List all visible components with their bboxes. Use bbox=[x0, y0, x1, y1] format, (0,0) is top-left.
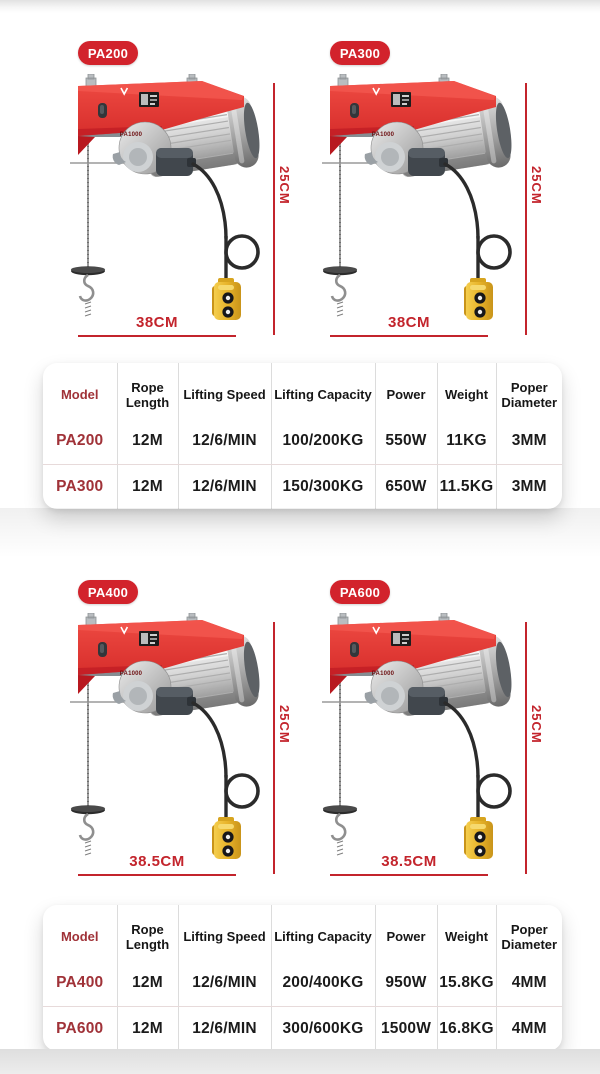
spec-table-pa200-pa300 bbox=[43, 363, 562, 509]
product-pa400 bbox=[24, 577, 292, 907]
hoist-plate-label: PA1000 bbox=[371, 671, 395, 677]
cell-weight: 15.8KG bbox=[437, 961, 496, 1006]
cell-lifting-capacity: 100/200KG bbox=[271, 419, 375, 464]
cell-power: 550W bbox=[375, 419, 437, 464]
product-pa600 bbox=[276, 577, 544, 907]
cell-power: 950W bbox=[375, 961, 437, 1006]
cell-rope-length: 12M bbox=[117, 419, 178, 464]
header-cell-power: Power bbox=[375, 905, 437, 961]
width-dimension-line bbox=[330, 874, 488, 876]
cell-lifting-speed: 12/6/MIN bbox=[178, 419, 271, 464]
bottom-background bbox=[0, 1049, 600, 1074]
cell-model: PA200 bbox=[43, 419, 117, 464]
hoist-plate-label: PA1000 bbox=[119, 671, 143, 677]
hoist-plate-label: PA1000 bbox=[371, 132, 395, 138]
height-dimension-label: 25CM bbox=[277, 705, 292, 744]
hoist-plate-label: PA1000 bbox=[119, 132, 143, 138]
cell-lifting-capacity: 200/400KG bbox=[271, 961, 375, 1006]
spec-table-pa400-pa600 bbox=[43, 905, 562, 1051]
model-badge: PA600 bbox=[330, 580, 390, 604]
table-header-row bbox=[43, 363, 562, 419]
width-dimension-line bbox=[330, 335, 488, 337]
width-dimension-label: 38CM bbox=[135, 314, 178, 331]
cell-model: PA400 bbox=[43, 961, 117, 1006]
cell-lifting-speed: 12/6/MIN bbox=[178, 464, 271, 509]
width-dimension-label: 38CM bbox=[387, 314, 430, 331]
header-cell-lifting-speed: Lifting Speed bbox=[178, 905, 271, 961]
height-dimension-label: 25CM bbox=[529, 705, 544, 744]
cell-poper-diameter: 4MM bbox=[496, 1006, 562, 1051]
hoist-illustration bbox=[302, 74, 512, 320]
model-badge: PA300 bbox=[330, 41, 390, 65]
header-cell-lifting-capacity: Lifting Capacity bbox=[271, 905, 375, 961]
header-cell-lifting-speed: Lifting Speed bbox=[178, 363, 271, 419]
cell-power: 650W bbox=[375, 464, 437, 509]
header-cell-model: Model bbox=[60, 929, 99, 945]
header-cell-rope-length: Rope Length bbox=[117, 363, 178, 419]
table-header-row bbox=[43, 905, 562, 961]
model-badge: PA200 bbox=[78, 41, 138, 65]
cell-lifting-speed: 12/6/MIN bbox=[178, 961, 271, 1006]
header-cell-weight: Weight bbox=[437, 363, 496, 419]
height-dimension-label: 25CM bbox=[277, 166, 292, 205]
cell-lifting-capacity: 150/300KG bbox=[271, 464, 375, 509]
cell-lifting-speed: 12/6/MIN bbox=[178, 1006, 271, 1051]
width-dimension-label: 38.5CM bbox=[381, 853, 437, 870]
hoist-illustration bbox=[302, 613, 512, 859]
cell-rope-length: 12M bbox=[117, 1006, 178, 1051]
header-cell-poper-diameter: Poper Diameter bbox=[496, 363, 562, 419]
hoist-illustration bbox=[50, 613, 260, 859]
height-dimension-line bbox=[273, 83, 275, 335]
cell-poper-diameter: 3MM bbox=[496, 419, 562, 464]
product-pa200 bbox=[24, 38, 292, 368]
cell-weight: 11KG bbox=[437, 419, 496, 464]
width-dimension-line bbox=[78, 874, 236, 876]
height-dimension-line bbox=[525, 83, 527, 335]
header-cell-lifting-capacity: Lifting Capacity bbox=[271, 363, 375, 419]
cell-weight: 11.5KG bbox=[437, 464, 496, 509]
height-dimension-line bbox=[525, 622, 527, 874]
cell-power: 1500W bbox=[375, 1006, 437, 1051]
table-row bbox=[43, 464, 562, 509]
width-dimension-label: 38.5CM bbox=[129, 853, 185, 870]
product-pa300 bbox=[276, 38, 544, 368]
model-badge: PA400 bbox=[78, 580, 138, 604]
table-row bbox=[43, 961, 562, 1006]
header-cell-rope-length: Rope Length bbox=[117, 905, 178, 961]
cell-rope-length: 12M bbox=[117, 961, 178, 1006]
height-dimension-label: 25CM bbox=[529, 166, 544, 205]
width-dimension-line bbox=[78, 335, 236, 337]
cell-poper-diameter: 4MM bbox=[496, 961, 562, 1006]
cell-model: PA600 bbox=[56, 1019, 104, 1037]
header-cell-weight: Weight bbox=[437, 905, 496, 961]
header-cell-power: Power bbox=[375, 363, 437, 419]
cell-weight: 16.8KG bbox=[437, 1006, 496, 1051]
height-dimension-line bbox=[273, 622, 275, 874]
top-shadow-strip bbox=[0, 0, 600, 13]
header-cell-model: Model bbox=[60, 387, 99, 403]
section-divider-shadow bbox=[0, 508, 600, 558]
table-row bbox=[43, 419, 562, 464]
cell-model: PA300 bbox=[56, 477, 104, 495]
table-row bbox=[43, 1006, 562, 1051]
cell-rope-length: 12M bbox=[117, 464, 178, 509]
cell-poper-diameter: 3MM bbox=[496, 464, 562, 509]
hoist-illustration bbox=[50, 74, 260, 320]
cell-lifting-capacity: 300/600KG bbox=[271, 1006, 375, 1051]
header-cell-poper-diameter: Poper Diameter bbox=[496, 905, 562, 961]
